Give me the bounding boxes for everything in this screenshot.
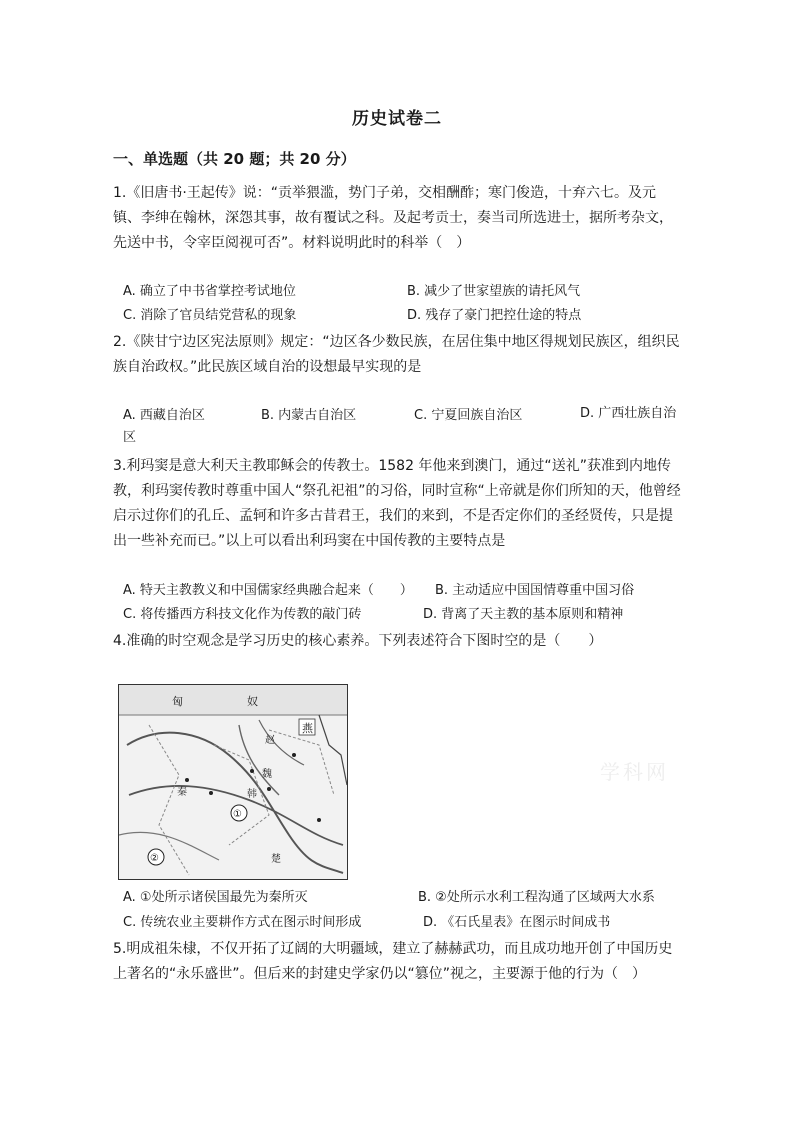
question-4-option-b[interactable]: B. ②处所示水利工程沟通了区域两大水系 bbox=[418, 890, 655, 905]
question-3-stem: 3.利玛窦是意大利天主教耶稣会的传教士。1582 年他来到澳门，通过“送礼”获准到内地传教，利玛窦传教时尊重中国人“祭孔祀祖”的习俗，同时宣称“上帝就是你们所知的天，他曾经启示过你们的孔丘、孟轲和许多古昔君王，我们的来到，不是否定你们的圣经贤传，只是提出一些补充而已。”以上可以看出利玛窦在中国传教的主要特点是 bbox=[113, 458, 681, 549]
question-2-option-c[interactable]: C. 宁夏回族自治区 bbox=[414, 408, 523, 423]
map-label-nu: 奴 bbox=[247, 695, 258, 708]
question-4-option-a[interactable]: A. ①处所示诸侯国最先为秦所灭 bbox=[123, 890, 308, 905]
map-marker-2: ② bbox=[150, 853, 159, 864]
question-3-option-c[interactable]: C. 将传播西方科技文化作为传教的敲门砖 bbox=[123, 607, 362, 622]
section-heading: 一、单选题（共 20 题；共 20 分） bbox=[113, 150, 356, 168]
question-5-stem: 5.明成祖朱棣，不仅开拓了辽阔的大明疆域，建立了赫赫武功，而且成功地开创了中国历史上著名的“永乐盛世”。但后来的封建史学家仍以“篡位”视之，主要源于他的行为（ ） bbox=[113, 941, 673, 982]
question-2-option-d[interactable]: D. 广西壮族自治区 bbox=[123, 406, 677, 445]
question-1-option-d[interactable]: D. 残存了豪门把控仕途的特点 bbox=[407, 308, 582, 323]
question-3-option-a[interactable]: A. 特天主教教义和中国儒家经典融合起来（ ） bbox=[123, 583, 413, 598]
exam-title: 历史试卷二 bbox=[352, 109, 442, 129]
question-1-option-c[interactable]: C. 消除了官员结党营私的现象 bbox=[123, 308, 297, 323]
watermark-text: 学科网 bbox=[600, 760, 669, 784]
warring-states-map bbox=[118, 684, 348, 880]
question-1-option-b[interactable]: B. 减少了世家望族的请托风气 bbox=[407, 284, 581, 299]
map-label-han: 韩 bbox=[247, 789, 257, 800]
question-3-option-d[interactable]: D. 背离了天主教的基本原则和精神 bbox=[423, 607, 624, 622]
question-2-option-b[interactable]: B. 内蒙古自治区 bbox=[261, 408, 357, 423]
map-label-qin: 秦 bbox=[177, 787, 187, 798]
map-label-chu: 楚 bbox=[271, 854, 281, 865]
map-label-xiong: 匈 bbox=[172, 695, 183, 708]
question-4-option-c[interactable]: C. 传统农业主要耕作方式在图示时间形成 bbox=[123, 915, 362, 930]
map-marker-1: ① bbox=[233, 809, 242, 820]
question-1-option-a[interactable]: A. 确立了中书省掌控考试地位 bbox=[123, 284, 296, 299]
map-label-wei: 魏 bbox=[262, 769, 272, 780]
question-2-option-a[interactable]: A. 西藏自治区 bbox=[123, 408, 205, 423]
map-drawing bbox=[119, 685, 347, 879]
map-label-yan: 燕 bbox=[302, 722, 313, 735]
question-1-stem: 1.《旧唐书·王起传》说：“贡举猥滥，势门子弟，交相酬酢；寒门俊造，十弃六七。及元镇、李绅在翰林，深怨其事，故有覆试之科。及起考贡士，奏当司所选进士，据所考杂文，先送中书，令宰臣阅视可否”。材料说明此时的科举（ ） bbox=[113, 185, 673, 251]
question-2-stem: 2.《陕甘宁边区宪法原则》规定：“边区各少数民族，在居住集中地区得规划民族区，组织民族自治政权。”此民族区域自治的设想最早实现的是 bbox=[113, 334, 680, 375]
map-label-zhao: 赵 bbox=[265, 735, 275, 746]
question-4-stem: 4.准确的时空观念是学习历史的核心素养。下列表述符合下图时空的是（ ） bbox=[113, 633, 603, 649]
question-3-option-b[interactable]: B. 主动适应中国国情尊重中国习俗 bbox=[435, 583, 635, 598]
question-4-option-d[interactable]: D. 《石氏星表》在图示时间成书 bbox=[423, 915, 611, 930]
